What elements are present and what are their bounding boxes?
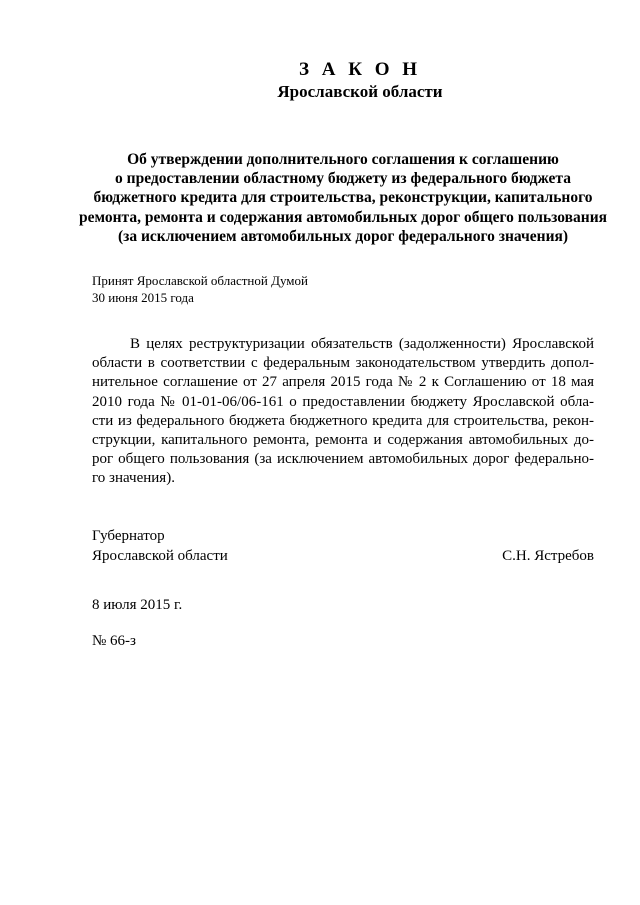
body-line: В целях реструктуризации обязательств (задолженности) Ярославской [130,336,594,352]
signing-date: 8 июля 2015 г. [92,597,183,613]
region-heading: Ярославской области [277,82,443,101]
body-line: струкции, капитального ремонта, ремонта и содержания автомобильных до- [92,431,594,448]
law-body-paragraph [92,335,594,489]
subject-line: ремонта, ремонта и содержания автомобильных дорог общего пользования [78,208,608,226]
signatory-region: Ярославской области [92,547,228,564]
subject-line: бюджетного кредита для строительства, реконструкции, капитального [93,189,593,207]
signature-row [92,547,594,567]
adoption-note [92,272,308,306]
signatory-name: С.Н. Ястребов [502,547,594,564]
subject-line: (за исключением автомобильных дорог федерального значения) [117,227,569,245]
subject-line: Об утверждении дополнительного соглашения к соглашению [127,151,559,168]
document-type-heading: З А К О Н [298,59,422,80]
adoption-date: 30 июня 2015 года [92,290,194,305]
signature-block [92,527,594,566]
adopted-by: Принят Ярославской областной Думой [92,273,308,288]
law-number: № 66-з [92,633,136,649]
body-line: нительное соглашение от 27 апреля 2015 года № 2 к Соглашению от 18 мая [92,374,594,391]
body-line: 2010 года № 01-01-06/06-161 о предоставлении бюджету Ярославской обла- [92,393,594,410]
signatory-position: Губернатор [92,528,165,544]
body-line: области в соответствии с федеральным законодательством утвердить допол- [92,355,594,372]
law-subject-title [0,150,640,246]
body-line: сти из федерального бюджета бюджетного кредита для строительства, рекон- [92,412,594,429]
body-line: рог общего пользования (за исключением автомобильных дорог федерально- [92,451,594,468]
body-line: го значения). [92,470,175,487]
subject-line: о предоставлении областному бюджету из федерального бюджета [115,170,571,188]
